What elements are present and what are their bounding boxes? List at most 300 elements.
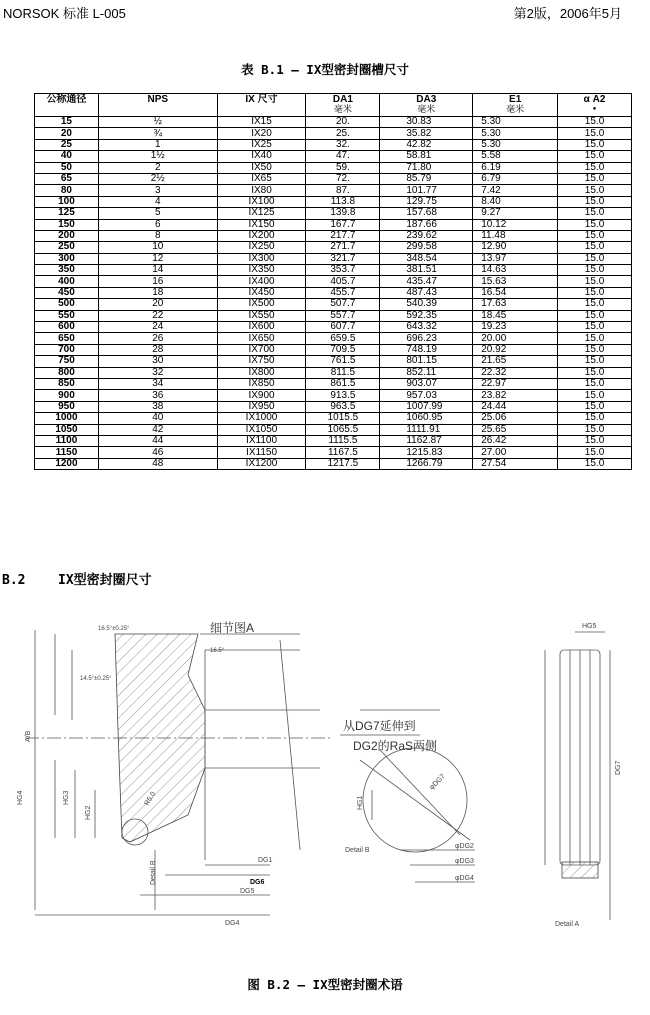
table-cell: 650 bbox=[35, 333, 99, 344]
table-cell: 14 bbox=[98, 265, 217, 276]
table-cell: 12.90 bbox=[473, 242, 558, 253]
table-cell: 87. bbox=[306, 185, 380, 196]
detail-a-title: 细节图A bbox=[210, 621, 255, 635]
table-row bbox=[35, 117, 632, 128]
table-cell: 1060.95 bbox=[380, 413, 473, 424]
table-cell: 22 bbox=[98, 310, 217, 321]
column-header-label: IX 尺寸 bbox=[245, 94, 278, 105]
table-row bbox=[35, 185, 632, 196]
hg2-label: HG2 bbox=[85, 805, 92, 820]
table-cell: 250 bbox=[35, 242, 99, 253]
table-cell: 811.5 bbox=[306, 367, 380, 378]
table-row bbox=[35, 242, 632, 253]
table-cell: 405.7 bbox=[306, 276, 380, 287]
table-cell: 72. bbox=[306, 173, 380, 184]
table-cell: 557.7 bbox=[306, 310, 380, 321]
table-cell: 299.58 bbox=[380, 242, 473, 253]
dg7-dim: φDG7 bbox=[428, 773, 447, 792]
table-cell: 15.0 bbox=[558, 173, 632, 184]
dg1-label: DG1 bbox=[258, 857, 273, 864]
table-cell: 1150 bbox=[35, 447, 99, 458]
column-header bbox=[306, 94, 380, 117]
table-cell: 15.63 bbox=[473, 276, 558, 287]
table-cell: 8 bbox=[98, 230, 217, 241]
table-cell: 25.06 bbox=[473, 413, 558, 424]
table-cell: 46 bbox=[98, 447, 217, 458]
table-cell: 7.42 bbox=[473, 185, 558, 196]
table-cell: IX350 bbox=[217, 265, 306, 276]
table-cell: 85.79 bbox=[380, 173, 473, 184]
column-header bbox=[380, 94, 473, 117]
table-cell: 20 bbox=[35, 128, 99, 139]
dg-right-label: DG7 bbox=[615, 760, 622, 775]
table-cell: 15.0 bbox=[558, 287, 632, 298]
table-cell: 139.8 bbox=[306, 208, 380, 219]
table-cell: 30.83 bbox=[380, 117, 473, 128]
table-cell: 239.62 bbox=[380, 230, 473, 241]
table-cell: 15.0 bbox=[558, 401, 632, 412]
table-cell: 19.23 bbox=[473, 322, 558, 333]
table-cell: 1266.79 bbox=[380, 458, 473, 469]
table-cell: 321.7 bbox=[306, 253, 380, 264]
hg3-label: HG3 bbox=[63, 790, 70, 805]
table-row bbox=[35, 173, 632, 184]
table-cell: 10 bbox=[98, 242, 217, 253]
table-cell: IX1000 bbox=[217, 413, 306, 424]
table-cell: 6 bbox=[98, 219, 217, 230]
table-cell: 709.5 bbox=[306, 344, 380, 355]
table-cell: IX1100 bbox=[217, 435, 306, 446]
table-cell: IX200 bbox=[217, 230, 306, 241]
table-cell: 5.30 bbox=[473, 117, 558, 128]
dg4-dim: φDG4 bbox=[455, 875, 474, 882]
tolerance-1: 16.5°±0.25° bbox=[98, 626, 130, 632]
table-body bbox=[35, 117, 632, 470]
table-cell: IX80 bbox=[217, 185, 306, 196]
table-row bbox=[35, 299, 632, 310]
table-cell: 15.0 bbox=[558, 185, 632, 196]
table-cell: 1115.5 bbox=[306, 435, 380, 446]
table-cell: IX65 bbox=[217, 173, 306, 184]
table-cell: 1217.5 bbox=[306, 458, 380, 469]
column-unit: 毫米 bbox=[417, 105, 436, 115]
table-cell: 659.5 bbox=[306, 333, 380, 344]
table-cell: 24.44 bbox=[473, 401, 558, 412]
table-cell: 1162.87 bbox=[380, 435, 473, 446]
table-cell: 27.54 bbox=[473, 458, 558, 469]
table-cell: 129.75 bbox=[380, 196, 473, 207]
table-row bbox=[35, 367, 632, 378]
table-row bbox=[35, 139, 632, 150]
table-cell: IX100 bbox=[217, 196, 306, 207]
header-standard: NORSOK 标准 L-005 bbox=[3, 6, 126, 21]
table-cell: 540.39 bbox=[380, 299, 473, 310]
table-cell: 400 bbox=[35, 276, 99, 287]
column-unit: 毫米 bbox=[333, 105, 352, 115]
table-cell: IX40 bbox=[217, 151, 306, 162]
table-row bbox=[35, 356, 632, 367]
table-cell: IX450 bbox=[217, 287, 306, 298]
table-cell: 40 bbox=[98, 413, 217, 424]
table-cell: 643.32 bbox=[380, 322, 473, 333]
hg4-label: HG4 bbox=[17, 790, 24, 805]
table-cell: IX500 bbox=[217, 299, 306, 310]
table-cell: 1065.5 bbox=[306, 424, 380, 435]
table-cell: 15.0 bbox=[558, 310, 632, 321]
table-cell: 15.0 bbox=[558, 413, 632, 424]
section-mark: A/B bbox=[25, 730, 32, 742]
column-header bbox=[217, 94, 306, 117]
table-row bbox=[35, 435, 632, 446]
table-cell: 1 bbox=[98, 139, 217, 150]
table-cell: 861.5 bbox=[306, 378, 380, 389]
table-cell: 200 bbox=[35, 230, 99, 241]
table-cell: 507.7 bbox=[306, 299, 380, 310]
table-cell: 5 bbox=[98, 208, 217, 219]
table-cell: 217.7 bbox=[306, 230, 380, 241]
table-cell: 1167.5 bbox=[306, 447, 380, 458]
table-cell: 1111.91 bbox=[380, 424, 473, 435]
table-cell: 963.5 bbox=[306, 401, 380, 412]
column-unit: • bbox=[591, 105, 598, 115]
table-cell: IX750 bbox=[217, 356, 306, 367]
table-row bbox=[35, 401, 632, 412]
note-dg7: 从DG7延伸到 bbox=[343, 719, 416, 733]
table-cell: 2 bbox=[98, 162, 217, 173]
table-cell: 58.81 bbox=[380, 151, 473, 162]
table-cell: 1200 bbox=[35, 458, 99, 469]
table-cell: 801.15 bbox=[380, 356, 473, 367]
table-cell: 22.97 bbox=[473, 378, 558, 389]
column-header bbox=[473, 94, 558, 117]
table-cell: 15.0 bbox=[558, 151, 632, 162]
table-cell: IX50 bbox=[217, 162, 306, 173]
table-cell: 5.30 bbox=[473, 128, 558, 139]
table-row bbox=[35, 128, 632, 139]
table-cell: IX700 bbox=[217, 344, 306, 355]
table-cell: 348.54 bbox=[380, 253, 473, 264]
table-cell: 20. bbox=[306, 117, 380, 128]
table-cell: 113.8 bbox=[306, 196, 380, 207]
table-cell: 487.43 bbox=[380, 287, 473, 298]
table-cell: 65 bbox=[35, 173, 99, 184]
table-cell: 25 bbox=[35, 139, 99, 150]
table-cell: 80 bbox=[35, 185, 99, 196]
detail-a-section bbox=[562, 862, 598, 878]
table-cell: 26.42 bbox=[473, 435, 558, 446]
table-row bbox=[35, 458, 632, 469]
figure-caption: 图 B.2 – IX型密封圈术语 bbox=[247, 977, 403, 992]
table-row bbox=[35, 219, 632, 230]
table-cell: 2½ bbox=[98, 173, 217, 184]
table-cell: IX1200 bbox=[217, 458, 306, 469]
table-cell: IX400 bbox=[217, 276, 306, 287]
table-cell: 700 bbox=[35, 344, 99, 355]
table-row bbox=[35, 447, 632, 458]
table-row bbox=[35, 162, 632, 173]
table-cell: 1100 bbox=[35, 435, 99, 446]
table-cell: 15.0 bbox=[558, 128, 632, 139]
table-cell: 913.5 bbox=[306, 390, 380, 401]
table-cell: 167.7 bbox=[306, 219, 380, 230]
table-cell: 100 bbox=[35, 196, 99, 207]
column-unit: 毫米 bbox=[506, 105, 525, 115]
dg4-label: DG4 bbox=[225, 920, 240, 927]
table-cell: 450 bbox=[35, 287, 99, 298]
table-cell: 14.63 bbox=[473, 265, 558, 276]
table-caption: 表 B.1 – IX型密封圈槽尺寸 bbox=[241, 62, 409, 77]
table-cell: 16 bbox=[98, 276, 217, 287]
table-cell: 22.32 bbox=[473, 367, 558, 378]
table-cell: 6.19 bbox=[473, 162, 558, 173]
table-cell: 1050 bbox=[35, 424, 99, 435]
table-cell: 1007.99 bbox=[380, 401, 473, 412]
table-cell: 34 bbox=[98, 378, 217, 389]
table-cell: 800 bbox=[35, 367, 99, 378]
table-cell: ¾ bbox=[98, 128, 217, 139]
table-cell: 607.7 bbox=[306, 322, 380, 333]
table-cell: 455.7 bbox=[306, 287, 380, 298]
table-cell: IX300 bbox=[217, 253, 306, 264]
table-cell: 750 bbox=[35, 356, 99, 367]
table-cell: 150 bbox=[35, 219, 99, 230]
table-cell: 15.0 bbox=[558, 253, 632, 264]
table-cell: 101.77 bbox=[380, 185, 473, 196]
table-cell: 10.12 bbox=[473, 219, 558, 230]
table-row bbox=[35, 230, 632, 241]
table-cell: 71.80 bbox=[380, 162, 473, 173]
table-cell: 15.0 bbox=[558, 344, 632, 355]
table-cell: 125 bbox=[35, 208, 99, 219]
table-cell: 11.48 bbox=[473, 230, 558, 241]
table-cell: 1015.5 bbox=[306, 413, 380, 424]
table-cell: 15.0 bbox=[558, 367, 632, 378]
table-cell: 15.0 bbox=[558, 162, 632, 173]
table-cell: IX150 bbox=[217, 219, 306, 230]
table-cell: 20 bbox=[98, 299, 217, 310]
dg3-dim: φDG3 bbox=[455, 858, 474, 865]
table-cell: IX650 bbox=[217, 333, 306, 344]
table-row bbox=[35, 333, 632, 344]
table-row bbox=[35, 413, 632, 424]
table-cell: IX950 bbox=[217, 401, 306, 412]
table-cell: 18 bbox=[98, 287, 217, 298]
table-cell: 15.0 bbox=[558, 230, 632, 241]
table-cell: IX550 bbox=[217, 310, 306, 321]
table-cell: 900 bbox=[35, 390, 99, 401]
table-cell: 957.03 bbox=[380, 390, 473, 401]
table-cell: 23.82 bbox=[473, 390, 558, 401]
table-cell: 15.0 bbox=[558, 390, 632, 401]
table-row bbox=[35, 208, 632, 219]
table-cell: 5.30 bbox=[473, 139, 558, 150]
table-header-row bbox=[35, 94, 632, 117]
table-cell: 4 bbox=[98, 196, 217, 207]
radius-label: R5.0 bbox=[143, 790, 158, 807]
table-cell: 36 bbox=[98, 390, 217, 401]
table-cell: 15.0 bbox=[558, 276, 632, 287]
table-cell: 15.0 bbox=[558, 447, 632, 458]
detail-a-label: Detail A bbox=[555, 921, 580, 928]
table-cell: 15.0 bbox=[558, 208, 632, 219]
ring-groove-dimension-table bbox=[34, 93, 632, 470]
table-cell: 15.0 bbox=[558, 139, 632, 150]
column-header-label: E1 bbox=[509, 94, 522, 105]
table-cell: 3 bbox=[98, 185, 217, 196]
table-cell: 35.82 bbox=[380, 128, 473, 139]
table-cell: 6.79 bbox=[473, 173, 558, 184]
table-cell: 15.0 bbox=[558, 299, 632, 310]
table-cell: 271.7 bbox=[306, 242, 380, 253]
table-cell: 761.5 bbox=[306, 356, 380, 367]
table-cell: 350 bbox=[35, 265, 99, 276]
table-cell: 30 bbox=[98, 356, 217, 367]
table-cell: IX125 bbox=[217, 208, 306, 219]
table-row bbox=[35, 196, 632, 207]
table-cell: 435.47 bbox=[380, 276, 473, 287]
table-cell: 1000 bbox=[35, 413, 99, 424]
table-cell: IX25 bbox=[217, 139, 306, 150]
table-cell: 42 bbox=[98, 424, 217, 435]
table-row bbox=[35, 276, 632, 287]
column-header bbox=[98, 94, 217, 117]
table-cell: 12 bbox=[98, 253, 217, 264]
table-cell: 15.0 bbox=[558, 265, 632, 276]
table-cell: 1215.83 bbox=[380, 447, 473, 458]
column-header-label: NPS bbox=[147, 94, 169, 105]
column-header-label: DA3 bbox=[416, 94, 437, 105]
table-cell: 25. bbox=[306, 128, 380, 139]
table-cell: 40 bbox=[35, 151, 99, 162]
table-row bbox=[35, 378, 632, 389]
table-cell: 15.0 bbox=[558, 242, 632, 253]
table-cell: IX800 bbox=[217, 367, 306, 378]
dg6-label: DG6 bbox=[250, 879, 265, 886]
table-cell: 15.0 bbox=[558, 219, 632, 230]
table-cell: IX250 bbox=[217, 242, 306, 253]
table-cell: 15.0 bbox=[558, 117, 632, 128]
table-cell: 696.23 bbox=[380, 333, 473, 344]
table-cell: 16.54 bbox=[473, 287, 558, 298]
column-header bbox=[558, 94, 632, 117]
table-cell: 59. bbox=[306, 162, 380, 173]
column-header-label: DA1 bbox=[332, 94, 353, 105]
tolerance-2: 14.5°±0.25° bbox=[80, 676, 112, 682]
table-cell: IX600 bbox=[217, 322, 306, 333]
table-cell: 15.0 bbox=[558, 458, 632, 469]
detail-b-enlarged-label: Detail B bbox=[345, 847, 370, 854]
section-number: B.2 bbox=[2, 573, 26, 588]
table-cell: IX1050 bbox=[217, 424, 306, 435]
table-cell: 300 bbox=[35, 253, 99, 264]
table-row bbox=[35, 151, 632, 162]
table-cell: 26 bbox=[98, 333, 217, 344]
table-row bbox=[35, 287, 632, 298]
table-cell: 850 bbox=[35, 378, 99, 389]
table-cell: 9.27 bbox=[473, 208, 558, 219]
table-cell: 15.0 bbox=[558, 378, 632, 389]
table-cell: 48 bbox=[98, 458, 217, 469]
dg2-dim: φDG2 bbox=[455, 843, 474, 850]
table-cell: 42.82 bbox=[380, 139, 473, 150]
table-cell: 950 bbox=[35, 401, 99, 412]
table-cell: 15.0 bbox=[558, 196, 632, 207]
table-row bbox=[35, 310, 632, 321]
table-cell: IX15 bbox=[217, 117, 306, 128]
column-header-label: 公称通径 bbox=[46, 94, 87, 105]
hg5-label: HG5 bbox=[582, 623, 597, 630]
section-title: IX型密封圈尺寸 bbox=[58, 573, 152, 588]
table-cell: 32 bbox=[98, 367, 217, 378]
table-cell: 24 bbox=[98, 322, 217, 333]
table-cell: 748.19 bbox=[380, 344, 473, 355]
dg5-label: DG5 bbox=[240, 888, 255, 895]
table-cell: IX1150 bbox=[217, 447, 306, 458]
table-cell: 187.66 bbox=[380, 219, 473, 230]
table-cell: 15 bbox=[35, 117, 99, 128]
ix-seal-ring-drawing bbox=[0, 610, 650, 960]
table-row bbox=[35, 424, 632, 435]
table-cell: 17.63 bbox=[473, 299, 558, 310]
table-cell: 5.58 bbox=[473, 151, 558, 162]
table-cell: 27.00 bbox=[473, 447, 558, 458]
hg1-label: HG1 bbox=[357, 795, 364, 810]
table-row bbox=[35, 265, 632, 276]
table-row bbox=[35, 322, 632, 333]
table-cell: 903.07 bbox=[380, 378, 473, 389]
table-cell: 381.51 bbox=[380, 265, 473, 276]
table-cell: 157.68 bbox=[380, 208, 473, 219]
table-cell: 15.0 bbox=[558, 356, 632, 367]
table-cell: IX900 bbox=[217, 390, 306, 401]
table-cell: 353.7 bbox=[306, 265, 380, 276]
note-dg2: DG2的RaS两侧 bbox=[353, 739, 438, 753]
table-cell: 18.45 bbox=[473, 310, 558, 321]
header-edition: 第2版，2006年5月 bbox=[513, 6, 622, 21]
table-cell: 15.0 bbox=[558, 424, 632, 435]
table-cell: 47. bbox=[306, 151, 380, 162]
table-cell: 8.40 bbox=[473, 196, 558, 207]
table-cell: 15.0 bbox=[558, 333, 632, 344]
table-row bbox=[35, 390, 632, 401]
table-cell: 15.0 bbox=[558, 435, 632, 446]
angle-label: 16.5° bbox=[210, 648, 225, 654]
table-cell: 13.97 bbox=[473, 253, 558, 264]
table-cell: 44 bbox=[98, 435, 217, 446]
table-cell: 50 bbox=[35, 162, 99, 173]
column-header-label: α A2 bbox=[583, 94, 606, 105]
table-cell: 21.65 bbox=[473, 356, 558, 367]
section-heading bbox=[2, 569, 152, 588]
table-cell: 38 bbox=[98, 401, 217, 412]
table-cell: IX850 bbox=[217, 378, 306, 389]
table-cell: 28 bbox=[98, 344, 217, 355]
table-cell: 550 bbox=[35, 310, 99, 321]
table-cell: 32. bbox=[306, 139, 380, 150]
table-cell: 592.35 bbox=[380, 310, 473, 321]
table-row bbox=[35, 344, 632, 355]
column-header bbox=[35, 94, 99, 117]
table-cell: 852.11 bbox=[380, 367, 473, 378]
table-cell: 600 bbox=[35, 322, 99, 333]
detail-b-label: Detail B bbox=[150, 860, 157, 885]
table-row bbox=[35, 253, 632, 264]
table-cell: 500 bbox=[35, 299, 99, 310]
table-cell: 20.92 bbox=[473, 344, 558, 355]
table-cell: 1½ bbox=[98, 151, 217, 162]
table-cell: ½ bbox=[98, 117, 217, 128]
table-cell: 25.65 bbox=[473, 424, 558, 435]
